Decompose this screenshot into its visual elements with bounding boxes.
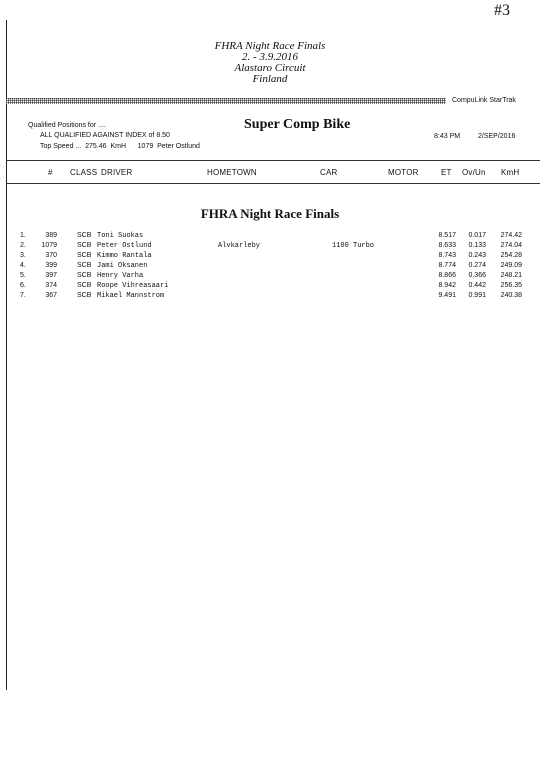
cell-pos: 7. bbox=[20, 292, 26, 299]
index-line: ALL QUALIFIED AGAINST INDEX of 8.50 bbox=[40, 132, 170, 139]
dotted-separator bbox=[6, 98, 446, 104]
cell-et: 8.774 bbox=[438, 262, 456, 269]
table-row bbox=[0, 282, 540, 291]
cell-kmh: 274.42 bbox=[500, 232, 522, 239]
cell-kmh: 274.04 bbox=[500, 242, 522, 249]
cell-num: 374 bbox=[45, 282, 57, 289]
cell-et: 8.743 bbox=[438, 252, 456, 259]
cell-num: 399 bbox=[45, 262, 57, 269]
cell-num: 397 bbox=[45, 272, 57, 279]
left-border-line bbox=[6, 20, 7, 690]
cell-class: SCB bbox=[77, 242, 92, 249]
cell-driver: Kimmo Rantala bbox=[97, 252, 152, 260]
cell-class: SCB bbox=[77, 292, 92, 299]
cell-hometown: Alvkarleby bbox=[218, 242, 261, 250]
cell-ovun: 0.442 bbox=[468, 282, 486, 289]
cell-kmh: 248.21 bbox=[500, 272, 522, 279]
col-hometown-header: HOMETOWN bbox=[207, 168, 257, 177]
top-speed-line: Top Speed ... 275.46 KmH 1079 Peter Ostlund bbox=[40, 143, 200, 150]
col-et-header: ET bbox=[441, 168, 452, 177]
cell-num: 370 bbox=[45, 252, 57, 259]
handwritten-page-mark: #3 bbox=[494, 2, 510, 19]
event-dates: 2. - 3.9.2016 bbox=[242, 51, 298, 63]
col-car-header: CAR bbox=[320, 168, 338, 177]
cell-kmh: 240.38 bbox=[500, 292, 522, 299]
col-class-header: CLASS bbox=[70, 168, 98, 177]
cell-kmh: 249.09 bbox=[500, 262, 522, 269]
cell-kmh: 254.28 bbox=[500, 252, 522, 259]
cell-ovun: 0.991 bbox=[468, 292, 486, 299]
cell-pos: 3. bbox=[20, 252, 26, 259]
cell-et: 8.633 bbox=[438, 242, 456, 249]
cell-driver: Jami Oksanen bbox=[97, 262, 148, 270]
vendor-label: CompuLink StarTrak bbox=[452, 97, 516, 104]
event-venue: Alastaro Circuit bbox=[234, 62, 306, 74]
cell-num: 367 bbox=[45, 292, 57, 299]
cell-ovun: 0.133 bbox=[468, 242, 486, 249]
cell-pos: 1. bbox=[20, 232, 26, 239]
results-title: FHRA Night Race Finals bbox=[200, 206, 340, 221]
table-row bbox=[0, 262, 540, 271]
cell-class: SCB bbox=[77, 272, 92, 279]
cell-ovun: 0.017 bbox=[468, 232, 486, 239]
cell-driver: Henry Varha bbox=[97, 272, 144, 280]
cell-pos: 6. bbox=[20, 282, 26, 289]
cell-ovun: 0.243 bbox=[468, 252, 486, 259]
event-country: Finland bbox=[252, 73, 288, 85]
header-rule-bottom bbox=[6, 183, 540, 184]
col-driver-header: DRIVER bbox=[101, 168, 133, 177]
cell-et: 8.942 bbox=[438, 282, 456, 289]
qualified-label: Qualified Positions for .... bbox=[28, 122, 106, 129]
cell-kmh: 256.35 bbox=[500, 282, 522, 289]
header-rule-top bbox=[6, 160, 540, 161]
class-title: Super Comp Bike bbox=[244, 117, 351, 132]
table-row bbox=[0, 252, 540, 261]
table-row bbox=[0, 232, 540, 241]
cell-driver: Peter Ostlund bbox=[97, 242, 152, 250]
cell-car: 1100 Turbo bbox=[332, 242, 375, 250]
col-num-header: # bbox=[48, 168, 53, 177]
table-row bbox=[0, 242, 540, 251]
cell-class: SCB bbox=[77, 232, 92, 239]
cell-ovun: 0.274 bbox=[468, 262, 486, 269]
cell-num: 389 bbox=[45, 232, 57, 239]
cell-pos: 4. bbox=[20, 262, 26, 269]
event-title: FHRA Night Race Finals bbox=[214, 40, 326, 52]
cell-et: 8.866 bbox=[438, 272, 456, 279]
cell-class: SCB bbox=[77, 252, 92, 259]
cell-driver: Toni Suokas bbox=[97, 232, 144, 240]
col-ovun-header: Ov/Un bbox=[462, 168, 486, 177]
table-row bbox=[0, 272, 540, 281]
cell-class: SCB bbox=[77, 262, 92, 269]
cell-class: SCB bbox=[77, 282, 92, 289]
cell-num: 1079 bbox=[41, 242, 57, 249]
table-row bbox=[0, 292, 540, 301]
cell-pos: 5. bbox=[20, 272, 26, 279]
cell-driver: Roope Vihreasaari bbox=[97, 282, 169, 290]
col-motor-header: MOTOR bbox=[388, 168, 419, 177]
cell-et: 9.491 bbox=[438, 292, 456, 299]
cell-pos: 2. bbox=[20, 242, 26, 249]
cell-et: 8.517 bbox=[438, 232, 456, 239]
cell-ovun: 0.366 bbox=[468, 272, 486, 279]
col-kmh-header: KmH bbox=[501, 168, 520, 177]
report-time: 8:43 PM bbox=[434, 133, 461, 140]
report-date: 2/SEP/2016 bbox=[478, 133, 516, 140]
cell-driver: Mikael Mannstrom bbox=[97, 292, 165, 300]
